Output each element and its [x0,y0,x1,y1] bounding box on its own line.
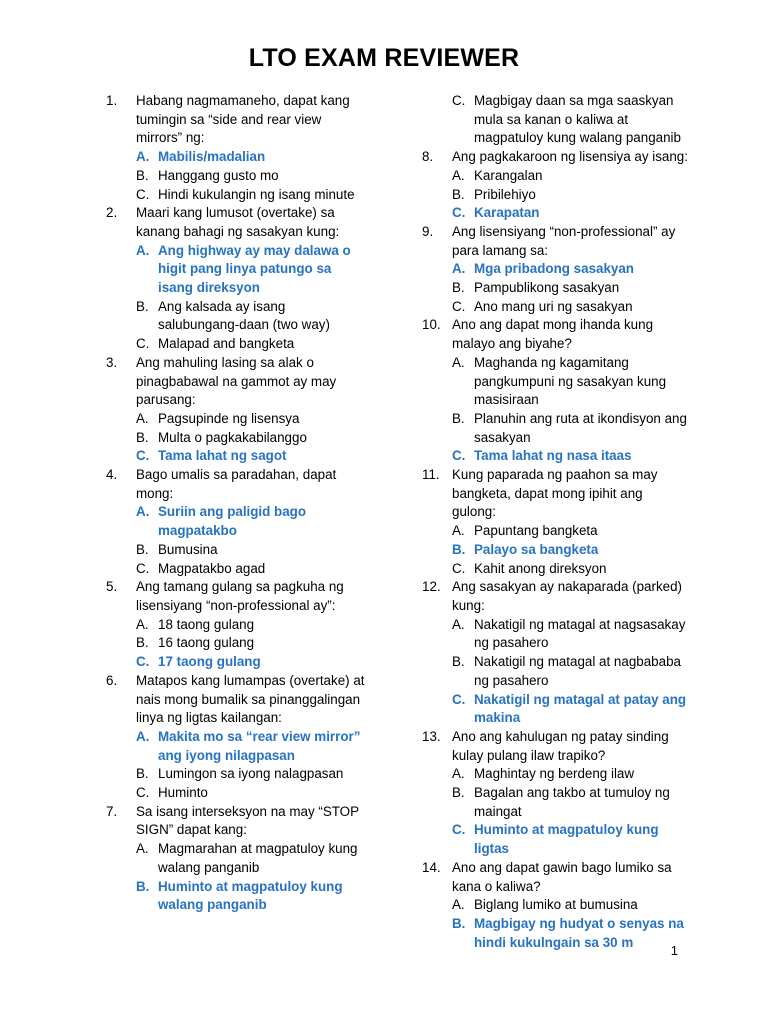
question-text: Matapos kang lumampas (overtake) at nais mong bumalik sa pinanggalingan linya ng ligtas kailangan: [136,672,365,726]
question-text: Sa isang interseksyon na may “STOP SIGN” dapat kang: [136,803,359,838]
answer-option [452,92,688,148]
answer-option [452,186,688,205]
question-number: 6. [106,672,118,688]
option-text: Bumusina [158,541,218,557]
answer-option [452,354,688,410]
question-number: 7. [106,803,118,819]
option-letter: A. [136,410,149,426]
option-letter: C. [452,93,466,108]
option-letter: B. [452,410,465,426]
answer-option [452,653,688,690]
option-text: Biglang lumiko at bumusina [474,897,638,913]
answer-option [452,784,688,821]
option-letter: B. [136,429,149,445]
option-text: Planuhin ang ruta at ikondisyon ang sasakyan [474,410,687,445]
option-letter: B. [136,766,149,782]
option-letter: C. [452,560,466,576]
option-text: Hanggang gusto mo [158,167,279,183]
option-text: Karapatan [474,205,540,221]
option-text: Huminto [158,785,208,801]
answer-option [452,896,688,915]
option-letter: C. [136,560,150,576]
question-text: Ang sasakyan ay nakaparada (parked) kung: [452,579,683,613]
option-text: Nakatigil ng matagal at nagbababa ng pasahero [474,654,681,688]
option-letter: A. [136,242,150,258]
option-text: 17 taong gulang [158,654,261,670]
option-letter: C. [136,448,150,464]
answer-option-correct [136,503,368,540]
option-text: Ano mang uri ng sasakyan [474,298,633,314]
option-text: Huminto at magpatuloy kung walang panganib [158,878,343,913]
answer-option-correct [136,148,368,167]
left-column [106,92,368,915]
option-letter: C. [136,654,150,670]
answer-option [452,765,688,784]
question [422,466,688,522]
option-text: Bagalan ang takbo at tumuloy ng maingat [474,785,670,819]
answer-option [136,541,368,560]
answer-option-correct [452,691,688,728]
answer-option [136,784,368,803]
option-letter: B. [136,167,149,183]
option-letter: C. [452,205,466,221]
question-text: Ano ang dapat gawin bago lumiko sa kana o kaliwa? [452,859,672,894]
answer-option-correct [136,242,368,298]
answer-option-correct [136,653,368,672]
answer-option-correct [452,447,688,466]
answer-option [136,560,368,579]
option-text: Nakatigil ng matagal at nagsasakay ng pasahero [474,616,686,651]
answer-option [136,840,368,877]
option-text: Hindi kukulangin ng isang minute [158,186,355,202]
option-letter: C. [452,298,466,314]
question-text: Ano ang dapat mong ihanda kung malayo ang biyahe? [452,317,654,352]
option-text: Nakatigil ng matagal at patay ang makina [474,691,687,726]
page-number: 1 [670,943,678,958]
option-letter: C. [452,822,466,838]
question [422,578,688,615]
question-text: Kung paparada ng paahon sa may bangketa, dapat mong ipihit ang gulong: [452,467,658,520]
question-number: 5. [106,579,118,595]
question-number: 11. [422,467,440,483]
option-letter: A. [452,261,466,277]
question-number: 8. [422,149,434,165]
question-number: 2. [106,205,118,221]
question-text: Ano ang kahulugan ng patay sinding kulay pulang ilaw trapiko? [452,728,669,763]
option-letter: A. [452,766,465,782]
question-text: Maari kang lumusot (overtake) sa kanang bahagi ng sasakyan kung: [136,205,340,239]
option-letter: C. [136,186,150,202]
option-text: Mabilis/madalian [158,149,266,165]
answer-option [136,429,368,448]
answer-option [136,167,368,186]
question-text: Ang pagkakaroon ng lisensiya ay isang: [452,149,688,165]
answer-option [136,186,368,205]
option-letter: B. [452,280,465,296]
question [422,859,688,896]
option-letter: A. [452,897,465,913]
option-letter: B. [452,186,465,202]
question [106,466,368,503]
option-text: Ang highway ay may dalawa o higit pang linya patungo sa isang direksyon [158,242,351,296]
question-number: 14. [422,859,441,875]
question [106,803,368,840]
answer-option-correct [452,260,688,279]
option-letter: A. [452,167,465,183]
question-number: 4. [106,467,118,483]
answer-option [452,298,688,317]
option-text: Magpatakbo agad [158,560,266,576]
option-letter: C. [452,691,466,707]
question [422,728,688,765]
option-text: Huminto at magpatuloy kung ligtas [474,822,659,857]
option-text: 18 taong gulang [158,616,255,632]
question [106,92,368,148]
option-text: Magmarahan at magpatuloy kung walang panganib [158,841,358,875]
question [106,672,368,728]
option-letter: B. [136,878,150,894]
question-number: 3. [106,354,118,370]
option-letter: B. [452,915,466,931]
question-number: 13. [422,728,441,744]
right-column [422,92,688,952]
answer-option-correct [452,541,688,560]
answer-option [136,298,368,335]
option-letter: C. [452,448,466,464]
question-text: Bago umalis sa paradahan, dapat mong: [136,467,337,501]
question-number: 1. [106,93,118,108]
option-letter: A. [136,149,150,165]
option-text: Mga pribadong sasakyan [474,261,634,277]
answer-option [136,335,368,354]
option-text: Papuntang bangketa [474,523,598,539]
answer-option-correct [452,915,688,952]
option-text: Pribilehiyo [474,186,536,202]
question-number: 9. [422,223,434,239]
answer-option-correct [136,447,368,466]
option-letter: B. [136,298,149,314]
question-number: 10. [422,317,441,333]
option-text: Lumingon sa iyong nalagpasan [158,766,344,782]
question-text: Ang tamang gulang sa pagkuha ng lisensiyang “non-professional ay”: [136,579,344,613]
option-letter: C. [136,785,150,801]
option-letter: A. [452,354,465,370]
question-number: 12. [422,579,441,595]
option-text: Palayo sa bangketa [474,541,599,557]
answer-option [136,634,368,653]
question [422,223,688,260]
question [106,354,368,410]
answer-option [452,522,688,541]
option-letter: C. [136,336,150,352]
answer-option-correct [136,728,368,765]
option-text: Tama lahat ng sagot [158,448,287,464]
question [106,204,368,241]
option-text: Makita mo sa “rear view mirror” ang iyong nilagpasan [158,728,361,763]
answer-option [452,279,688,298]
option-text: Tama lahat ng nasa itaas [474,448,632,464]
answer-option [452,560,688,579]
question [106,578,368,615]
option-letter: B. [452,541,466,557]
option-letter: A. [136,728,150,744]
option-text: Karangalan [474,167,543,183]
question-text: Ang mahuling lasing sa alak o pinagbabawal na gammot ay may parusang: [136,354,337,408]
option-text: 16 taong gulang [158,635,255,651]
option-text: Suriin ang paligid bago magpatakbo [158,504,307,539]
answer-option-correct [136,878,368,915]
option-letter: A. [452,616,465,632]
option-text: Magbigay ng hudyat o senyas na hindi kukulngain sa 30 m [474,915,684,950]
option-letter: B. [452,785,465,801]
option-text: Pagsupinde ng lisensya [158,410,300,426]
option-letter: A. [136,616,149,632]
answer-option [136,616,368,635]
option-letter: A. [136,504,150,520]
answer-option [136,765,368,784]
answer-option [136,410,368,429]
option-letter: A. [452,523,465,539]
answer-option [452,616,688,653]
answer-option [452,167,688,186]
option-text: Pampublikong sasakyan [474,280,620,296]
option-letter: B. [452,654,465,670]
question [422,316,688,353]
answer-option [452,410,688,447]
option-text: Kahit anong direksyon [474,560,607,576]
option-text: Maghintay ng berdeng ilaw [474,766,635,782]
question-text: Ang lisensiyang “non-professional” ay para lamang sa: [452,223,676,258]
option-text: Multa o pagkakabilanggo [158,429,307,445]
option-letter: A. [136,841,149,857]
page-title: LTO EXAM REVIEWER [248,44,520,72]
option-letter: B. [136,541,149,557]
question-text: Habang nagmamaneho, dapat kang tumingin sa “side and rear view mirrors” ng: [136,93,350,146]
answer-option-correct [452,204,688,223]
option-text: Ang kalsada ay isang salubungang-daan (two way) [158,298,330,333]
option-text: Maghanda ng kagamitang pangkumpuni ng sasakyan kung masisiraan [474,354,667,408]
question [422,148,688,167]
answer-option-correct [452,821,688,858]
option-letter: B. [136,635,149,651]
option-text: Malapad and bangketa [158,336,295,352]
option-text: Magbigay daan sa mga saaskyan mula sa kanan o kaliwa at magpatuloy kung walang panganib [474,93,681,146]
